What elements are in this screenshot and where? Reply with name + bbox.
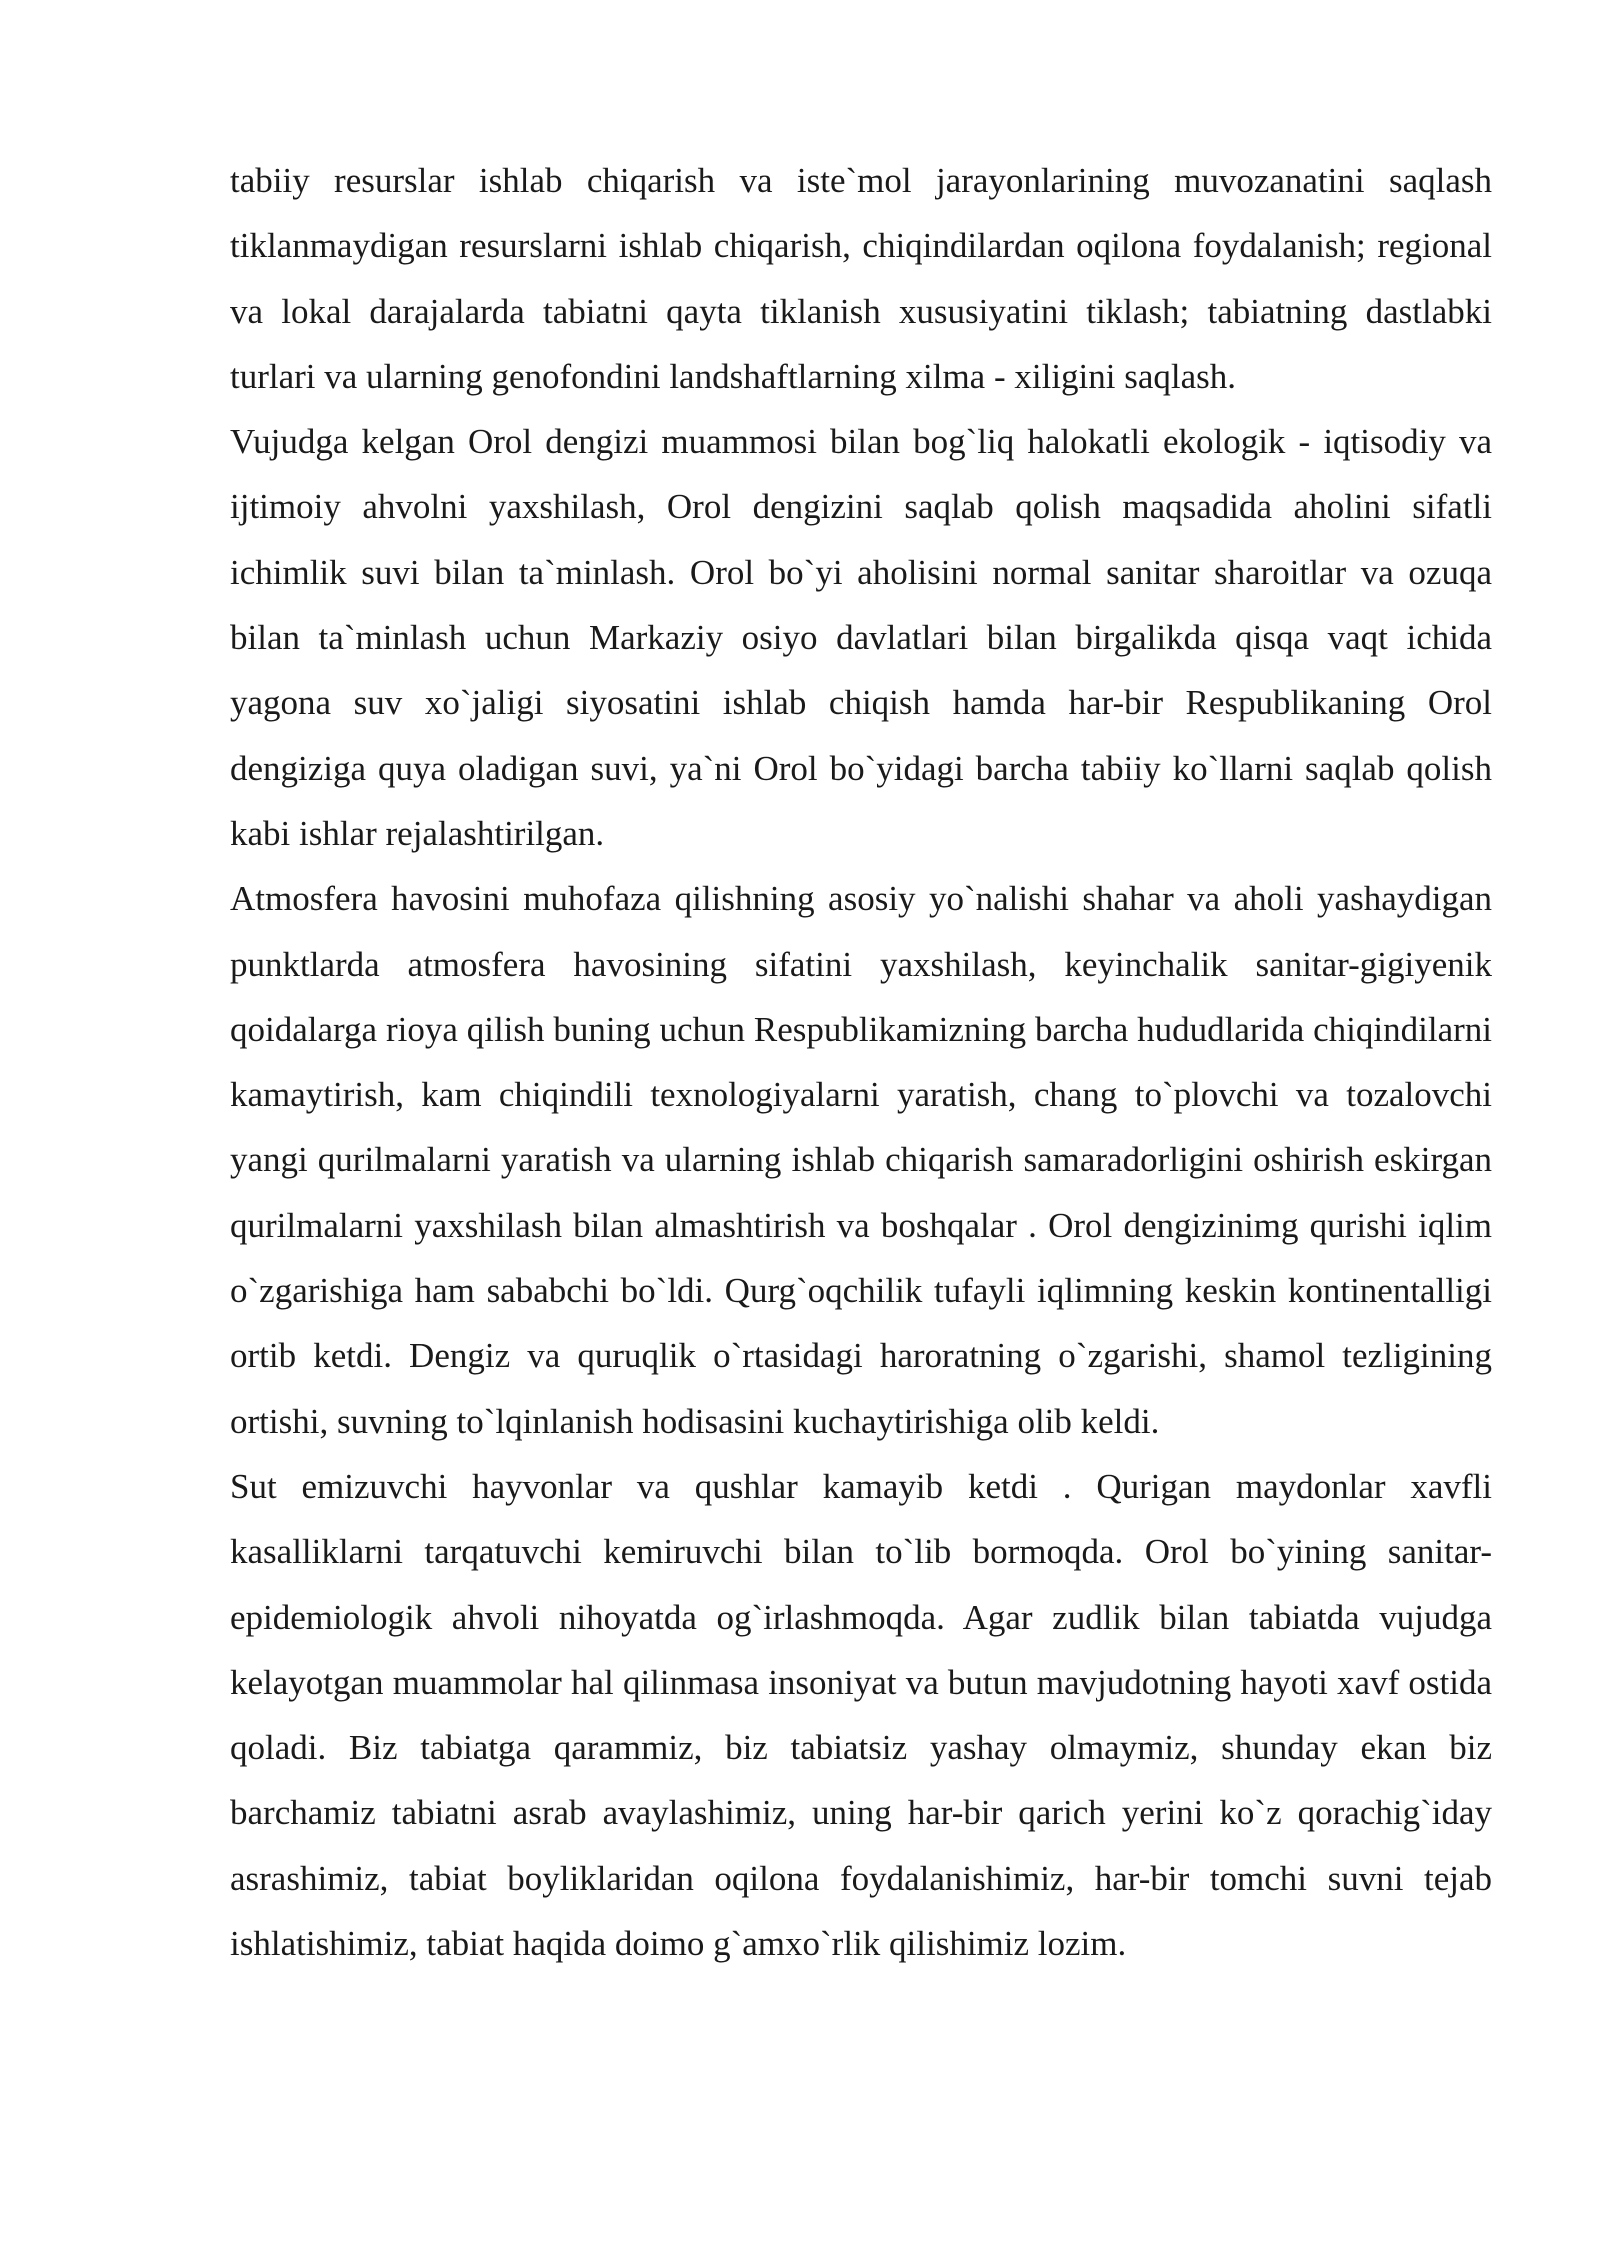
paragraph-resources: tabiiy resurslar ishlab chiqarish va iste`mol jarayonlarining muvozanatini saqlash tiklanmaydigan resurslarni ishlab chiqarish, chiqindilardan oqilona foydalanish; regional va lokal darajalarda tabiatni qayta tiklanish xususiyatini tiklash; tabiatning dastlabki turlari va ularning genofondini landshaftlarning xilma - xiligini saqlash. (230, 161, 1492, 396)
paragraph-aral-sea: Vujudga kelgan Orol dengizi muammosi bilan bog`liq halokatli ekologik - iqtisodiy va ijtimoiy ahvolni yaxshilash, Orol dengizini saqlab qolish maqsadida aholini sifatli ichimlik suvi bilan ta`minlash. Orol bo`yi aholisini normal sanitar sharoitlar va ozuqa bilan ta`minlash uchun Markaziy osiyo davlatlari bilan birgalikda qisqa vaqt ichida yagona suv xo`jaligi siyosatini ishlab chiqish hamda har-bir Respublikaning Orol dengiziga quya oladigan suvi, ya`ni Orol bo`yidagi barcha tabiiy ko`llarni saqlab qolish kabi ishlar rejalashtirilgan. (230, 422, 1492, 853)
body-text (230, 148, 1492, 1976)
paragraph-atmosphere: Atmosfera havosini muhofaza qilishning asosiy yo`nalishi shahar va aholi yashaydigan punktlarda atmosfera havosining sifatini yaxshilash, keyinchalik sanitar-gigiyenik qoidalarga rioya qilish buning uchun Respublikamizning barcha hududlarida chiqindilarni kamaytirish, kam chiqindili texnologiyalarni yaratish, chang to`plovchi va tozalovchi yangi qurilmalarni yaratish va ularning ishlab chiqarish samaradorligini oshirish eskirgan qurilmalarni yaxshilash bilan almashtirish va boshqalar . Orol dengizinimg qurishi iqlim o`zgarishiga ham sababchi bo`ldi. Qurg`oqchilik tufayli iqlimning keskin kontinentalligi ortib ketdi. Dengiz va quruqlik o`rtasidagi haroratning o`zgarishi, shamol tezligining ortishi, suvning to`lqinlanish hodisasini kuchaytirishiga olib keldi. (230, 879, 1492, 1441)
paragraph-wildlife: Sut emizuvchi hayvonlar va qushlar kamayib ketdi . Qurigan maydonlar xavfli kasalliklarni tarqatuvchi kemiruvchi bilan to`lib bormoqda. Orol bo`yining sanitar-epidemiologik ahvoli nihoyatda og`irlashmoqda. Agar zudlik bilan tabiatda vujudga kelayotgan muammolar hal qilinmasa insoniyat va butun mavjudotning hayoti xavf ostida qoladi. Biz tabiatga qarammiz, biz tabiatsiz yashay olmaymiz, shunday ekan biz barchamiz tabiatni asrab avaylashimiz, uning har-bir qarich yerini ko`z qorachig`iday asrashimiz, tabiat boyliklaridan oqilona foydalanishimiz, har-bir tomchi suvni tejab ishlatishimiz, tabiat haqida doimo g`amxo`rlik qilishimiz lozim. (230, 1466, 1492, 1964)
